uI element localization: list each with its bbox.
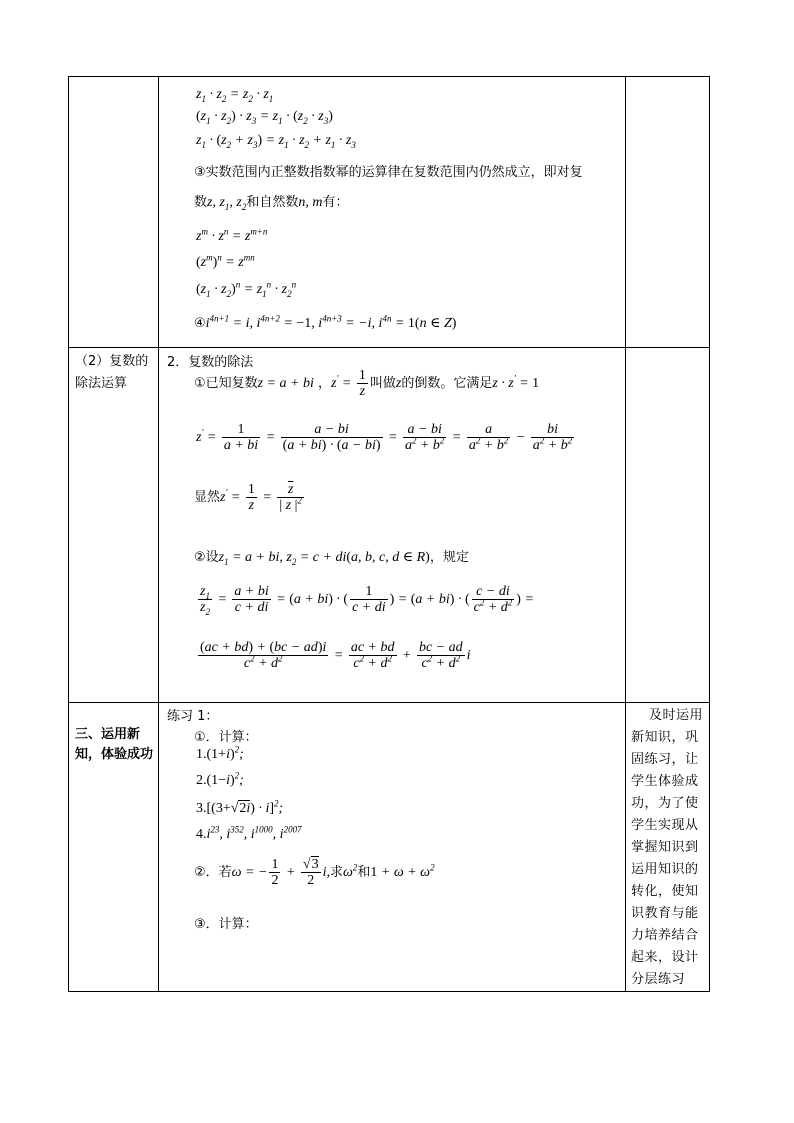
design-note: 及时运用新知识，巩固练习，让学生体验成功，为了使学生实现从掌握知识到运用知识的转化，使知识教育与能力培养结合起来，设计分层练习: [631, 708, 704, 987]
reciprocal-formula: z' = $\frac{1}{a + bi}$ = $\frac{a - bi}{(a + bi) \cdot (a - bi)}$ = $\frac{a - bi}{a^2 + b^2}$ = $\frac{a}{a^2 + b^2}$ − $\frac{bi}{a^2 + b^2}$: [196, 422, 573, 453]
exercise-item-2: ②．若ω = − $\frac{1}{2}$ + $\frac{√3}{2}$ i,求$\omega^2$和$1 + \omega + \omega^2$: [194, 857, 435, 888]
exercise-sub-4: $4.i^{23}$, $i^{352}$, $i^{1000}$, $i^{2007}$: [196, 824, 302, 842]
exercise-title: 练习 1：: [167, 709, 219, 724]
exercise-item-3: ③．计算：: [194, 917, 258, 932]
stage-label: 三、运用新知，体验成功: [75, 727, 154, 762]
content-cell: [159, 77, 626, 348]
division-formula-1: $\frac{z_1}{z_2}$ = $\frac{a + bi}{c + di}$ = (a + bi) · ( $\frac{1}{c + di}$ ) = (a + bi) · ( $\frac{c - di}{c^2 + d^2}$ ) =: [200, 584, 534, 617]
stage-label: （2）复数的除法运算: [75, 354, 149, 391]
content-cell: [159, 703, 626, 992]
lesson-plan-table: [68, 76, 710, 992]
table-row: [69, 703, 710, 992]
division-setup: ②设$z_1 = a$ + bi, $z_2 = c + di(a$, b, c, d ∈ R)，规定: [194, 550, 469, 567]
exercise-item-1: ①．计算：: [194, 730, 258, 745]
power-law-3: $(z_1 \cdot z_2)^n = z_1^n \cdot z_2^n$: [196, 279, 297, 299]
conjugate-formula: 显然z' = $\frac{1}{z}$ = $\frac{\overline{z}}{| z |^2}$: [194, 482, 302, 513]
note-cell: [626, 703, 710, 992]
law-distributive: $z_1 \cdot (z_2 + z_3) = z_1 \cdot z_2 + z_1 \cdot z_3$: [196, 133, 356, 150]
content-cell: [159, 348, 626, 703]
power-law-2: $(z^m)^n = z^{mn}$: [196, 252, 255, 270]
law-commutative: $z_1 \cdot z_2 = z_2 \cdot z_1$: [196, 87, 274, 104]
stage-cell: [69, 77, 159, 348]
stage-cell: [69, 703, 159, 992]
note-cell: [626, 348, 710, 703]
law-associative: $(z_1 \cdot z_2) \cdot z_3 = z_1 \cdot (z_2 \cdot z_3)$: [196, 109, 333, 126]
rule3-text: ③实数范围内正整数指数幂的运算律在复数范围内仍然成立，即对复: [194, 165, 583, 180]
exercise-sub-2: $2.(1-i)^2$;: [196, 770, 244, 788]
table-row: [69, 348, 710, 703]
exercise-sub-1: $1.(1+i)^2$;: [196, 744, 244, 762]
table-row: [69, 77, 710, 348]
rule4-formula: $④i^{4n+1} = i$, $i^{4n+2} = -1$, $i^{4n+3} = -i$, $i^{4n} = 1(n$ ∈ Z): [194, 313, 457, 331]
division-formula-2: $\frac{(ac + bd) + (bc - ad)i}{c^2 + d^2}$ = $\frac{ac + bd}{c^2 + d^2}$ + $\frac{bc - ad}{c^2 + d^2}$ i: [200, 640, 471, 671]
section-heading: 2．复数的除法: [167, 355, 254, 370]
exercise-sub-3: $3.[(3+√2i) \cdot i]^2$;: [196, 798, 284, 816]
rule3-text-cont: 数z, $z_1$, $z_2$和自然数n, m有：: [194, 195, 349, 212]
reciprocal-definition: ①已知复数z = a + bi ，z' = $\frac{1}{z}$ 叫做z的倒数。它满足z · z' = 1: [194, 368, 540, 399]
stage-cell: [69, 348, 159, 703]
power-law-1: $z^m \cdot z^n = z^{m+n}$: [196, 226, 268, 244]
note-cell: [626, 77, 710, 348]
